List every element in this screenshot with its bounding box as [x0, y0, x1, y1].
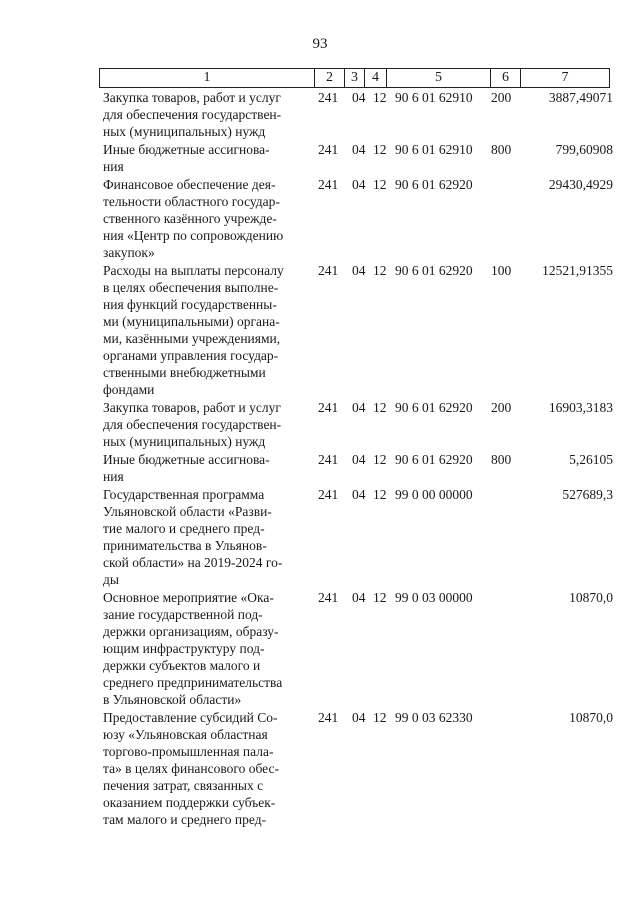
row-name-line: Закупка товаров, работ и услуг [103, 90, 281, 105]
row-name-line: Иные бюджетные ассигнова- [103, 452, 270, 467]
row-name-line: ния [103, 469, 124, 484]
row-name-line: фондами [103, 382, 155, 397]
cell-col-3: 04 [352, 263, 366, 278]
row-name-line: ственного казённого учрежде- [103, 211, 277, 226]
cell-col-2: 241 [318, 263, 339, 278]
cell-col-7: 3887,49071 [548, 90, 613, 105]
row-name-line: держки субъектов малого и [103, 658, 261, 673]
row-name-line: та» в целях финансового обес- [103, 761, 279, 776]
cell-col-4: 12 [373, 487, 387, 502]
cell-col-2: 241 [318, 90, 339, 105]
cell-col-6: 100 [491, 263, 512, 278]
row-name-line: ных (муниципальных) нужд [103, 434, 266, 449]
row-name-line: Финансовое обеспечение дея- [103, 177, 276, 192]
row-name-line: ющим инфраструктуру под- [103, 641, 265, 656]
row-name [103, 451, 309, 485]
cell-col-7: 29430,4929 [548, 177, 613, 192]
cell-col-6: 200 [491, 400, 512, 415]
cell-col-6: 800 [491, 452, 512, 467]
row-name-line: ственными внебюджетными [103, 365, 266, 380]
cell-col-5: 90 6 01 62920 [395, 400, 473, 415]
row-name-line: торгово-промышленная пала- [103, 744, 274, 759]
cell-col-2: 241 [318, 400, 339, 415]
cell-col-7: 799,60908 [555, 142, 613, 157]
row-name-line: ния «Центр по сопровождению [103, 228, 284, 243]
cell-col-4: 12 [373, 142, 387, 157]
row-name-line: Государственная программа [103, 487, 265, 502]
row-name-line: Иные бюджетные ассигнова- [103, 142, 270, 157]
header-col-1: 1 [100, 69, 315, 87]
cell-col-7: 16903,3183 [548, 400, 613, 415]
row-name-line: ных (муниципальных) нужд [103, 124, 266, 139]
cell-col-7: 12521,91355 [542, 263, 613, 278]
row-name-line: тельности областного государ- [103, 194, 280, 209]
row-name [103, 89, 309, 140]
cell-col-2: 241 [318, 142, 339, 157]
row-name-line: ния [103, 159, 124, 174]
cell-col-6: 800 [491, 142, 512, 157]
row-name-line: Расходы на выплаты персоналу [103, 263, 284, 278]
row-name [103, 486, 309, 588]
row-name-line: Основное мероприятие «Ока- [103, 590, 274, 605]
row-name-line: ми (муниципальными) органа- [103, 314, 280, 329]
cell-col-7: 5,26105 [569, 452, 613, 467]
cell-col-3: 04 [352, 487, 366, 502]
row-name-line: в Ульяновской области» [103, 692, 242, 707]
cell-col-3: 04 [352, 90, 366, 105]
row-name-line: ния функций государственны- [103, 297, 277, 312]
row-name [103, 709, 309, 828]
row-name [103, 141, 309, 175]
cell-col-5: 90 6 01 62910 [395, 90, 473, 105]
row-name-line: Закупка товаров, работ и услуг [103, 400, 281, 415]
cell-col-4: 12 [373, 590, 387, 605]
cell-col-4: 12 [373, 263, 387, 278]
header-col-5: 5 [387, 69, 491, 87]
row-name-line: для обеспечения государствен- [103, 417, 282, 432]
row-name-line: ды [103, 572, 119, 587]
row-name [103, 176, 309, 261]
cell-col-7: 527689,3 [562, 487, 613, 502]
cell-col-4: 12 [373, 400, 387, 415]
header-col-2: 2 [315, 69, 345, 87]
cell-col-4: 12 [373, 710, 387, 725]
table-header [99, 68, 610, 88]
row-name-line: юзу «Ульяновская областная [103, 727, 268, 742]
cell-col-5: 90 6 01 62920 [395, 452, 473, 467]
row-name [103, 399, 309, 450]
cell-col-3: 04 [352, 142, 366, 157]
row-name-line: печения затрат, связанных с [103, 778, 264, 793]
cell-col-3: 04 [352, 710, 366, 725]
cell-col-5: 90 6 01 62910 [395, 142, 473, 157]
cell-col-4: 12 [373, 177, 387, 192]
cell-col-2: 241 [318, 590, 339, 605]
cell-col-3: 04 [352, 400, 366, 415]
cell-col-5: 90 6 01 62920 [395, 263, 473, 278]
cell-col-2: 241 [318, 452, 339, 467]
cell-col-4: 12 [373, 452, 387, 467]
header-col-3: 3 [345, 69, 365, 87]
row-name-line: ми, казёнными учреждениями, [103, 331, 281, 346]
row-name-line: тие малого и среднего пред- [103, 521, 265, 536]
cell-col-3: 04 [352, 590, 366, 605]
header-col-4: 4 [365, 69, 387, 87]
cell-col-5: 90 6 01 62920 [395, 177, 473, 192]
cell-col-4: 12 [373, 90, 387, 105]
row-name-line: принимательства в Ульянов- [103, 538, 267, 553]
row-name-line: держки организациям, образу- [103, 624, 279, 639]
cell-col-7: 10870,0 [569, 710, 613, 725]
cell-col-2: 241 [318, 710, 339, 725]
cell-col-3: 04 [352, 177, 366, 192]
page-number: 93 [312, 36, 328, 52]
row-name-line: органами управления государ- [103, 348, 279, 363]
row-name-line: для обеспечения государствен- [103, 107, 282, 122]
row-name [103, 589, 309, 708]
row-name-line: зание государственной под- [103, 607, 263, 622]
row-name-line: оказанием поддержки субъек- [103, 795, 276, 810]
cell-col-5: 99 0 03 62330 [395, 710, 473, 725]
cell-col-5: 99 0 03 00000 [395, 590, 473, 605]
cell-col-5: 99 0 00 00000 [395, 487, 473, 502]
row-name-line: ской области» на 2019-2024 го- [103, 555, 283, 570]
row-name-line: в целях обеспечения выполне- [103, 280, 279, 295]
row-name-line: Предоставление субсидий Со- [103, 710, 278, 725]
header-col-6: 6 [491, 69, 521, 87]
row-name-line: Ульяновской области «Разви- [103, 504, 272, 519]
cell-col-2: 241 [318, 487, 339, 502]
row-name-line: среднего предпринимательства [103, 675, 283, 690]
row-name-line: там малого и среднего пред- [103, 812, 267, 827]
header-col-7: 7 [561, 70, 569, 85]
row-name-line: закупок» [103, 245, 155, 260]
cell-col-7: 10870,0 [569, 590, 613, 605]
cell-col-6: 200 [491, 90, 512, 105]
row-name [103, 262, 309, 398]
cell-col-2: 241 [318, 177, 339, 192]
cell-col-3: 04 [352, 452, 366, 467]
